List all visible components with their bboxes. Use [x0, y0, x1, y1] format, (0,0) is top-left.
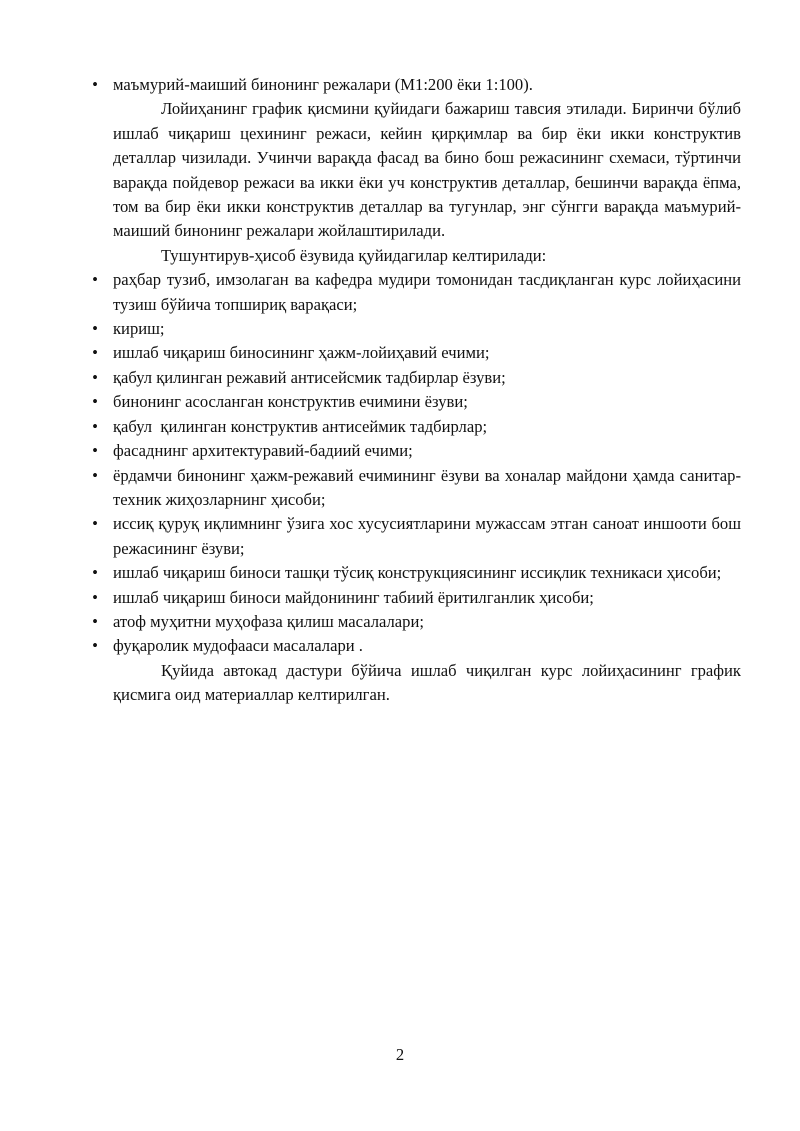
list-item [92, 73, 741, 97]
bullet-icon: • [92, 563, 98, 583]
bullet-list [92, 268, 741, 659]
list-item-text: раҳбар тузиб, имзолаган ва кафедра мудири томонидан тасдиқланган курс лойиҳасини тузиш бўйича топшириқ варақаси; [113, 270, 741, 314]
list-item [92, 415, 741, 439]
list-item [92, 317, 741, 341]
bullet-icon: • [92, 587, 98, 607]
list-item-text: кириш; [113, 319, 165, 339]
bullet-icon: • [92, 392, 98, 412]
bullet-icon: • [92, 343, 98, 363]
list-item-text: қабул қилинган конструктив антисеймик тадбирлар; [113, 416, 488, 436]
bullet-icon: • [92, 75, 98, 94]
list-item-text: бинонинг асосланган конструктив ечимини ёзуви; [113, 392, 468, 412]
list-item [92, 586, 741, 610]
list-item-text: ишлаб чиқариш биноси ташқи тўсиқ конструкциясининг иссиқлик техникаси ҳисоби; [113, 563, 722, 583]
list-item [92, 561, 741, 585]
list-item-text: фасаднинг архитектуравий-бадиий ечими; [113, 441, 413, 461]
list-item [92, 512, 741, 561]
bullet-icon: • [92, 319, 98, 339]
bullet-icon: • [92, 270, 98, 290]
list-item [92, 634, 741, 658]
page-content [92, 73, 741, 708]
bullet-icon: • [92, 367, 98, 387]
list-item-text: иссиқ қуруқ иқлимнинг ўзига хос хусусиятларини мужассам этган саноат иншооти бош режасининг ёзуви; [113, 514, 741, 558]
list-item [92, 464, 741, 513]
paragraph: Қуйида автокад дастури бўйича ишлаб чиқилган курс лойиҳасининг график қисмига оид материаллар келтирилган. [113, 660, 741, 705]
list-intro-paragraph: Тушунтирув-ҳисоб ёзувида қуйидагилар келтирилади: [161, 245, 547, 265]
list-item [92, 341, 741, 365]
list-item-text: ишлаб чиқариш биносининг ҳажм-лойиҳавий ечими; [113, 343, 490, 363]
bullet-icon: • [92, 611, 98, 631]
list-item-text: ёрдамчи бинонинг ҳажм-режавий ечимининг ёзуви ва хоналар майдони ҳамда санитар-техник жиҳозларнинг ҳисоби; [113, 465, 741, 509]
list-item-text: фуқаролик мудофааси масалалари . [113, 636, 363, 656]
paragraph: Лойиҳанинг график қисмини қуйидаги бажариш тавсия этилади. Биринчи бўлиб ишлаб чиқариш цехининг режаси, кейин қирқимлар ва бир ёки икки конструктив деталлар чизилади. Учинчи варақда фасад ва бино бош режасининг схемаси, тўртинчи варақда пойдевор режаси ва икки ёки уч конструктив деталлар, бешинчи варақда ёпма, том ва бир ёки икки конструктив деталлар ва тугунлар, энг сўнгги варақда маъмурий-маиший бинонинг режалари жойлаштирилади. [113, 99, 741, 241]
list-item [92, 366, 741, 390]
list-item-text: қабул қилинган режавий антисейсмик тадбирлар ёзуви; [113, 367, 506, 387]
bullet-icon: • [92, 441, 98, 461]
list-item [92, 439, 741, 463]
bullet-icon: • [92, 636, 98, 656]
bullet-icon: • [92, 416, 98, 436]
bullet-icon: • [92, 514, 98, 534]
list-item [92, 390, 741, 414]
list-item-text: маъмурий-маиший бинонинг режалари (М1:200 ёки 1:100). [113, 75, 533, 94]
list-item-text: атоф муҳитни муҳофаза қилиш масалалари; [113, 611, 424, 631]
page-number: 2 [395, 1045, 405, 1064]
list-item [92, 610, 741, 634]
list-item-text: ишлаб чиқариш биноси майдонининг табиий ёритилганлик ҳисоби; [113, 587, 594, 607]
list-item [92, 268, 741, 317]
bullet-icon: • [92, 465, 98, 485]
